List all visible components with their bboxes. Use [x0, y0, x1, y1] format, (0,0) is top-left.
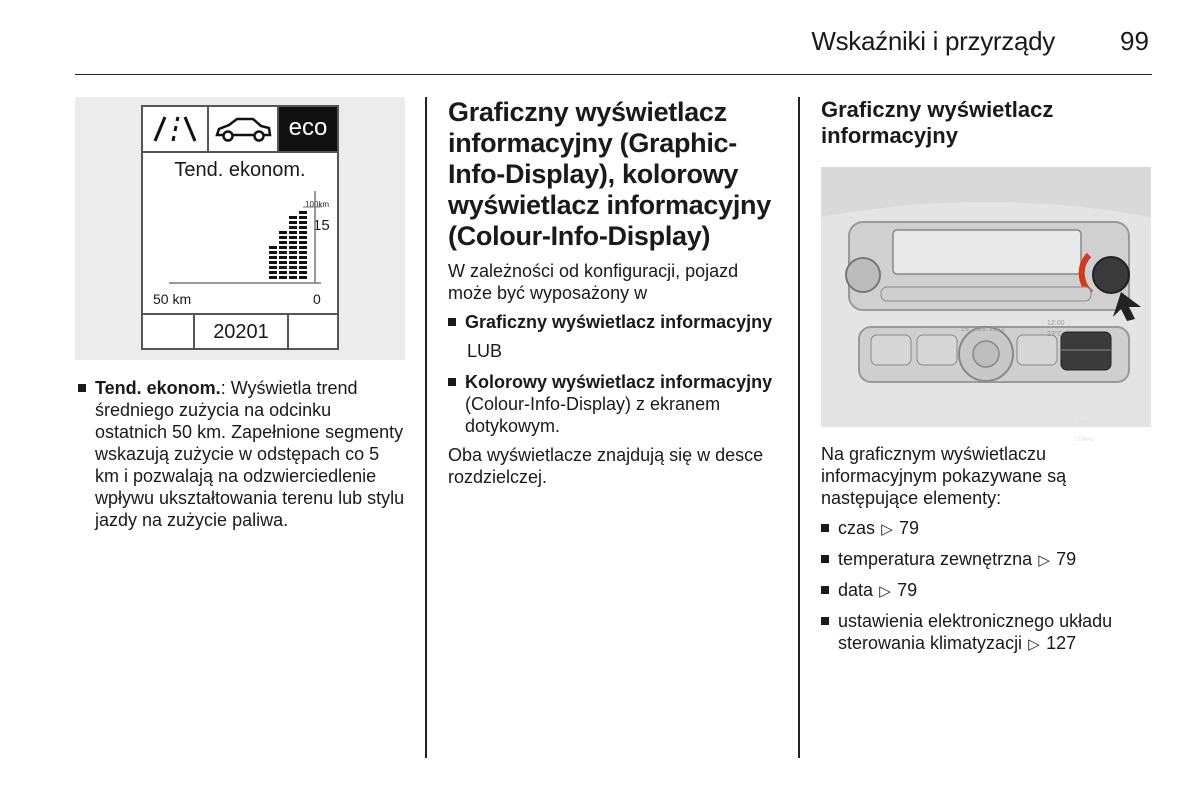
page-reference[interactable]: 79: [897, 580, 918, 600]
bullet-text: : Wyświetla trend średniego zużycia na odcinku ostatnich 50 km. Zapełnione segmenty wskazują zużycie w odstępach co 5 km i pozwalają na odzwierciedlenie wpływu ukształtowania terenu lub stylu jazdy na zużycie paliwa.: [95, 378, 405, 530]
page-reference[interactable]: 127: [1046, 633, 1077, 653]
tab-eco: eco: [279, 107, 337, 151]
bullet-term: Kolorowy wyświetlacz informacyjny: [465, 372, 773, 392]
eco-bar-segment: [279, 256, 287, 259]
intro-paragraph: W zależności od konfiguracji, pojazd może być wyposażony w: [448, 261, 739, 303]
eco-bar-segment: [299, 241, 307, 244]
eco-bar-segment: [299, 276, 307, 279]
eco-bar-segment: [299, 251, 307, 254]
eco-bar-segment: [269, 246, 277, 249]
eco-bar-segment: [299, 226, 307, 229]
eco-bar-segment: [279, 236, 287, 239]
bullet-term: Tend. ekonom.: [95, 378, 221, 398]
eco-bar-segment: [289, 221, 297, 224]
crossref-arrow-icon: ▷: [1028, 636, 1040, 653]
page-reference[interactable]: 79: [1056, 549, 1077, 569]
page-header-title: Wskaźniki i przyrządy: [811, 26, 1055, 56]
eco-odometer: 20201: [213, 321, 269, 343]
eco-bar-segment: [299, 256, 307, 259]
page-reference[interactable]: 79: [899, 518, 920, 538]
photo-back-button-label: BACK: [1079, 419, 1093, 425]
eco-bar-segment: [289, 266, 297, 269]
list-item: [448, 371, 782, 437]
eco-bar-segment: [289, 241, 297, 244]
eco-bottom-segment: [143, 315, 195, 350]
eco-right-label: 0: [313, 291, 321, 307]
list-item-label: temperatura zewnętrzna: [838, 549, 1033, 569]
eco-bar-segment: [289, 271, 297, 274]
intro-paragraph: Na graficznym wyświetlaczu informacyjnym pokazywane są następujące elementy:: [821, 444, 1067, 508]
eco-bar-segment: [279, 276, 287, 279]
eco-bar-segment: [279, 231, 287, 234]
eco-display-title: Tend. ekonom.: [174, 159, 306, 181]
eco-bar-segment: [279, 271, 287, 274]
eco-bar-segment: [299, 246, 307, 249]
photo-time-text: 12:00: [1047, 320, 1065, 327]
col1-bullet-list: [78, 377, 408, 538]
closing-paragraph: Oba wyświetlacze znajdują się w desce rozdzielczej.: [448, 445, 764, 487]
bullet-text: (Colour-Info-Display) z ekranem dotykowym.: [465, 394, 721, 436]
eco-bar-segment: [289, 256, 297, 259]
eco-bar-segment: [289, 226, 297, 229]
photo-temp-text: 23°C: [1047, 331, 1063, 338]
col3-content: [821, 97, 1151, 663]
eco-bar-segment: [279, 261, 287, 264]
section-heading: Graficzny wyświetlacz informacyjny: [821, 97, 1054, 148]
eco-bar-segment: [289, 216, 297, 219]
eco-bar-segment: [269, 271, 277, 274]
eco-bar-segment: [289, 276, 297, 279]
eco-bar-segment: [289, 251, 297, 254]
eco-bar-segment: [269, 256, 277, 259]
eco-bar-segment: [269, 276, 277, 279]
crossref-arrow-icon: ▷: [881, 521, 893, 538]
eco-bar-segment: [289, 236, 297, 239]
section-heading: Graficzny wyświetlacz informacyjny (Graphic-Info-Display), kolorowy wyświetlacz informacyjny (Colour-Info-Display): [448, 97, 771, 251]
list-item: [821, 548, 1151, 572]
eco-bar-segment: [299, 231, 307, 234]
eco-bar-segment: [299, 266, 307, 269]
col2-content: [448, 97, 782, 495]
eco-scale-label: 15: [313, 217, 330, 234]
page-number: 99: [1120, 26, 1149, 56]
photo-date-text: 28. Juni. 2012: [961, 326, 1005, 333]
eco-bar-segment: [269, 251, 277, 254]
eco-bar-segment: [299, 221, 307, 224]
eco-bar-segment: [299, 236, 307, 239]
eco-bar-segment: [289, 231, 297, 234]
eco-bar-segment: [279, 246, 287, 249]
eco-bar-segment: [279, 241, 287, 244]
list-item: [448, 311, 782, 333]
eco-display-figure: [75, 97, 405, 360]
eco-bar-segment: [279, 251, 287, 254]
list-item-label: czas: [838, 518, 876, 538]
header-rule: [75, 74, 1152, 75]
eco-bar-segment: [279, 266, 287, 269]
list-item: [821, 517, 1151, 541]
dashboard-photo: [821, 167, 1151, 443]
list-item: [821, 579, 1151, 603]
eco-bar-segment: [289, 246, 297, 249]
list-item-label: data: [838, 580, 874, 600]
eco-bar-graph: [143, 107, 337, 307]
crossref-arrow-icon: ▷: [879, 583, 891, 600]
eco-bar-segment: [269, 261, 277, 264]
eco-bar-segment: [299, 261, 307, 264]
crossref-arrow-icon: ▷: [1038, 552, 1050, 569]
eco-bar-segment: [289, 261, 297, 264]
eco-bar-segment: [299, 271, 307, 274]
list-item-label: ustawienia elektronicznego układu sterowania klimatyzacji: [838, 611, 1113, 653]
eco-bar-segment: [299, 211, 307, 214]
col3-bullet-list: [821, 517, 1151, 656]
eco-display-screen: [141, 105, 339, 350]
or-text: LUB: [467, 341, 503, 361]
eco-axis-max-label: 100km: [305, 200, 330, 209]
list-item: [78, 377, 408, 531]
eco-bar-segment: [299, 216, 307, 219]
eco-bar-segment: [269, 266, 277, 269]
column-divider-right: [798, 97, 800, 758]
eco-left-label: 50 km: [153, 291, 192, 307]
column-divider-left: [425, 97, 427, 758]
photo-config-button-label: CONFIG: [1075, 437, 1095, 443]
bullet-term: Graficzny wyświetlacz informacyjny: [465, 312, 773, 332]
dashboard-illustration: [821, 167, 1151, 427]
list-item: [821, 610, 1151, 656]
